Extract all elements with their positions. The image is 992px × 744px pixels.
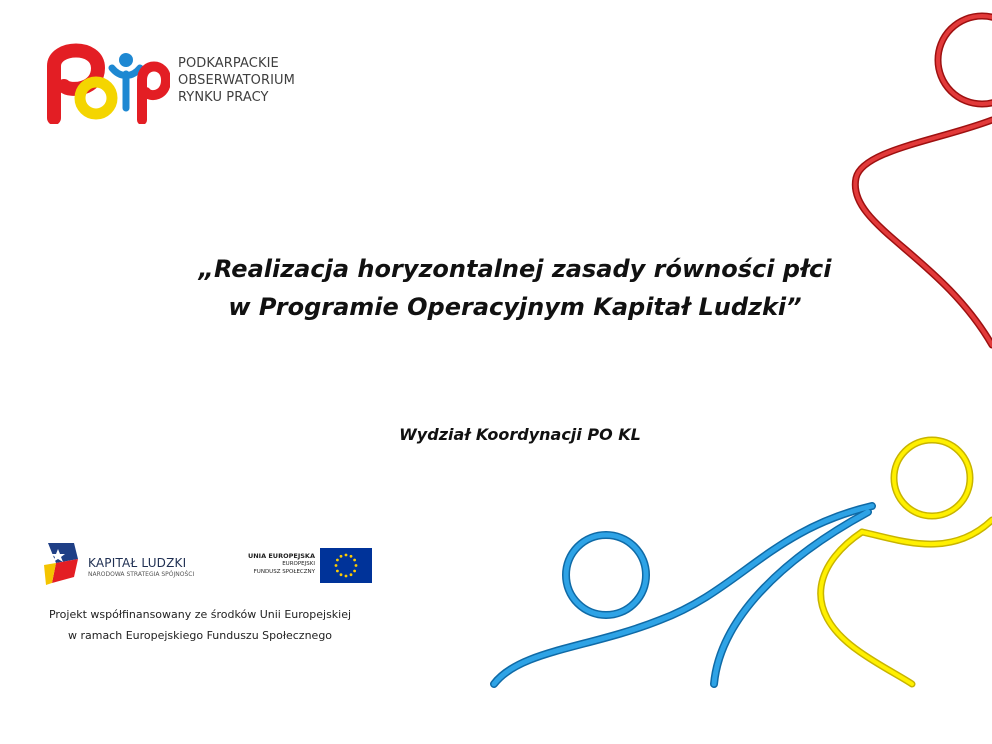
department-name: Wydział Koordynacji PO KL [399,425,641,444]
eu-label-line: UNIA EUROPEJSKA [247,552,315,560]
funding-statement [28,604,372,646]
organization-name-line: PODKARPACKIE [178,56,279,71]
eu-label-line: EUROPEJSKI [282,561,315,567]
eu-label-line: FUNDUSZ SPOŁECZNY [253,569,315,575]
yellow-figure-decoration [821,440,992,684]
organization-name-line: OBSERWATORIUM [178,73,295,88]
kapital-ludzki-subtitle: NARODOWA STRATEGIA SPÓJNOŚCI [88,571,195,578]
funding-statement-line: w ramach Europejskiego Funduszu Społecznego [67,629,333,642]
blue-figure-decoration [494,506,872,684]
slide-title [100,250,930,326]
slide-title-line: „Realizacja horyzontalnej zasady równości płci [198,255,832,283]
eu-label [222,552,315,576]
slide-title-line: w Programie Operacyjnym Kapitał Ludzki” [228,293,802,321]
kapital-ludzki-logo-icon [44,541,80,587]
funding-statement-line: Projekt współfinansowany ze środków Unii Europejskiej [48,608,352,621]
organization-name-line: RYNKU PRACY [178,90,269,105]
eu-flag-icon [320,548,372,583]
kapital-ludzki-title: KAPITAŁ LUDZKI [88,556,187,570]
kapital-ludzki-label [88,556,194,578]
porp-logo-icon [40,38,170,124]
organization-name [178,55,295,106]
